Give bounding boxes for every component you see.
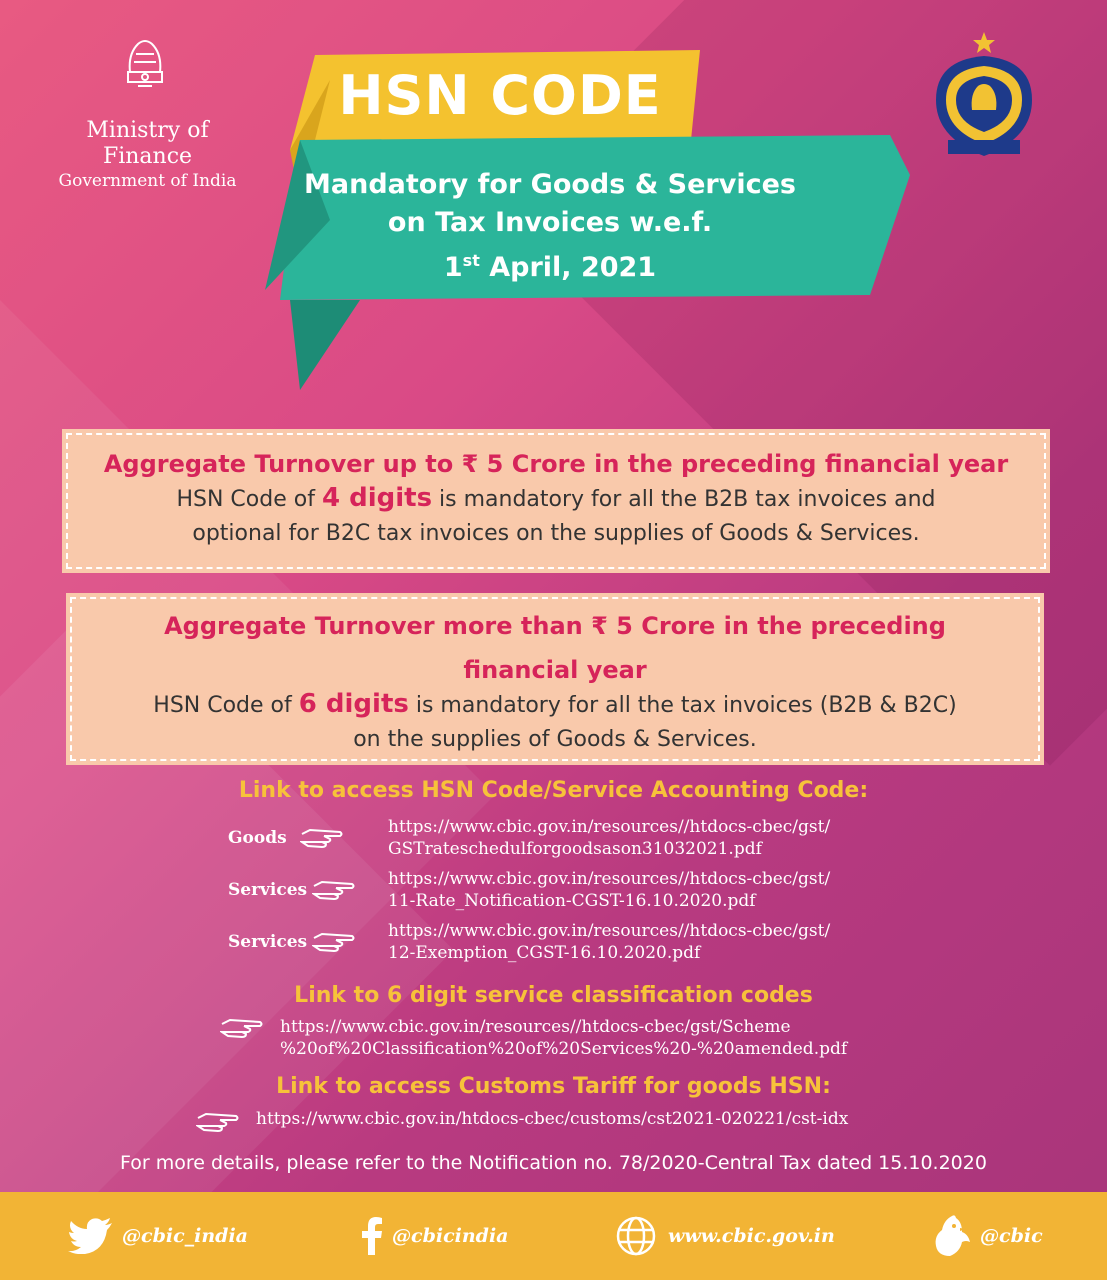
box2-body-line2: on the supplies of Goods & Services. [353, 727, 757, 752]
box2-heading-line1: Aggregate Turnover more than ₹ 5 Crore in the preceding [164, 612, 946, 640]
koo-bird-icon [932, 1214, 972, 1258]
pointing-hand-icon [220, 1016, 264, 1038]
services-exemption-label: Services [228, 932, 308, 952]
customs-tariff-link[interactable]: https://www.cbic.gov.in/htdocs-cbec/customs/cst2021-020221/cst-idx [256, 1109, 849, 1129]
turnover-above-5cr-box [70, 597, 1040, 761]
box2-heading-line2: financial year [463, 656, 647, 684]
goods-link[interactable]: https://www.cbic.gov.in/resources//htdocs-cbec/gst/ GSTrateschedulforgoodsason31032021.pdf [388, 817, 831, 859]
box1-body: HSN Code of 4 digits is mandatory for all the B2B tax invoices and [176, 483, 936, 513]
box1-heading: Aggregate Turnover up to ₹ 5 Crore in the preceding financial year [103, 450, 1009, 478]
website-link[interactable]: www.cbic.gov.in [612, 1218, 835, 1254]
globe-icon [612, 1216, 660, 1256]
subtitle-line2: on Tax Invoices w.e.f. [387, 207, 713, 238]
services-exemption-link[interactable]: https://www.cbic.gov.in/resources//htdocs-cbec/gst/ 12-Exemption_CGST-16.10.2020.pdf [388, 921, 831, 963]
pointing-hand-icon [312, 878, 356, 900]
classification-link-heading: Link to 6 digit service classification codes [294, 983, 813, 1008]
turnover-upto-5cr-box [66, 433, 1046, 569]
pointing-hand-icon [312, 930, 356, 952]
notification-note: For more details, please refer to the Notification no. 78/2020-Central Tax dated 15.10.2020 [120, 1152, 987, 1174]
twitter-handle[interactable]: @cbic_india [68, 1218, 248, 1254]
pointing-hand-icon [196, 1110, 240, 1132]
government-name: Government of India [58, 171, 237, 191]
banner-subtitle [300, 166, 800, 287]
banner-title: HSN CODE [338, 64, 662, 127]
koo-handle[interactable]: @cbic [932, 1218, 1043, 1254]
subtitle-date: 1st April, 2021 [443, 251, 657, 283]
facebook-handle[interactable]: @cbicindia [360, 1218, 509, 1254]
facebook-icon [360, 1217, 384, 1255]
pointing-hand-icon [300, 826, 344, 848]
subtitle-line1: Mandatory for Goods & Services [304, 169, 796, 200]
box2-body: HSN Code of 6 digits is mandatory for all the tax invoices (B2B & B2C) [153, 689, 957, 719]
ministry-name: Ministry of Finance [86, 118, 209, 169]
box1-body-line2: optional for B2C tax invoices on the supplies of Goods & Services. [192, 521, 920, 546]
services-rate-link[interactable]: https://www.cbic.gov.in/resources//htdocs-cbec/gst/ 11-Rate_Notification-CGST-16.10.2020.pdf [388, 869, 831, 911]
box1-digits-highlight: 4 digits [321, 483, 433, 513]
box2-digits-highlight: 6 digits [298, 689, 409, 719]
services-rate-label: Services [228, 880, 308, 900]
classification-link[interactable]: https://www.cbic.gov.in/resources//htdocs-cbec/gst/Scheme %20of%20Classification%20of%20Services%20-%20amended.pdf [280, 1017, 848, 1059]
goods-label: Goods [228, 828, 287, 848]
customs-link-heading: Link to access Customs Tariff for goods HSN: [276, 1074, 831, 1099]
hsn-link-heading: Link to access HSN Code/Service Accounting Code: [238, 778, 869, 803]
twitter-icon [68, 1218, 114, 1254]
